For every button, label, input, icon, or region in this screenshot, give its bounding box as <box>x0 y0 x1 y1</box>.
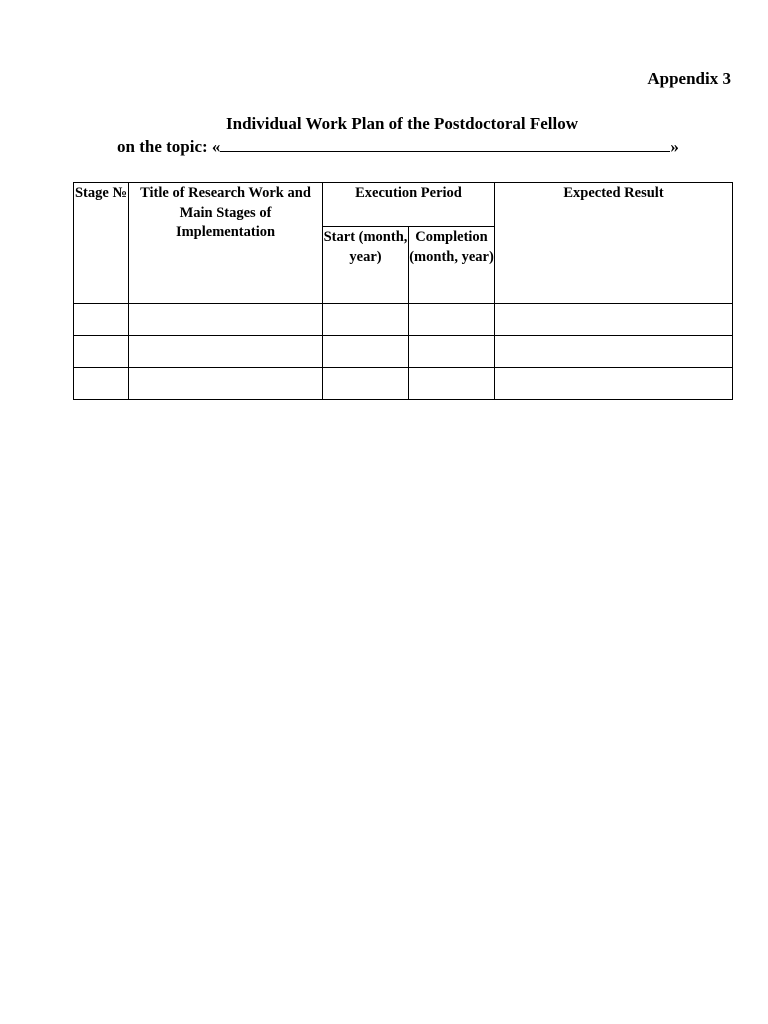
cell-title[interactable] <box>129 336 323 368</box>
cell-completion[interactable] <box>409 336 495 368</box>
table-row <box>74 336 733 368</box>
cell-stage[interactable] <box>74 304 129 336</box>
cell-stage[interactable] <box>74 336 129 368</box>
appendix-label: Appendix 3 <box>647 69 731 88</box>
cell-stage[interactable] <box>74 368 129 400</box>
cell-result[interactable] <box>495 336 733 368</box>
cell-title[interactable] <box>129 304 323 336</box>
table-row <box>74 304 733 336</box>
document-title: Individual Work Plan of the Postdoctoral Fellow <box>226 114 578 133</box>
cell-title[interactable] <box>129 368 323 400</box>
header-title: Title of Research Work and Main Stages of Implementation <box>129 183 323 304</box>
work-plan-table <box>73 182 733 400</box>
header-stage: Stage № <box>74 183 129 304</box>
cell-start[interactable] <box>323 368 409 400</box>
topic-close-quote: » <box>670 137 679 156</box>
cell-completion[interactable] <box>409 368 495 400</box>
header-completion: Completion (month, year) <box>409 227 495 304</box>
topic-label: on the topic: « <box>117 137 221 156</box>
table-row <box>74 368 733 400</box>
cell-start[interactable] <box>323 336 409 368</box>
table-header-row <box>74 183 733 227</box>
header-expected-result: Expected Result <box>495 183 733 304</box>
cell-completion[interactable] <box>409 304 495 336</box>
cell-result[interactable] <box>495 368 733 400</box>
cell-result[interactable] <box>495 304 733 336</box>
topic-line <box>117 137 679 157</box>
header-execution-period: Execution Period <box>323 183 495 227</box>
topic-blank-field[interactable] <box>220 138 670 152</box>
header-start: Start (month, year) <box>323 227 409 304</box>
cell-start[interactable] <box>323 304 409 336</box>
